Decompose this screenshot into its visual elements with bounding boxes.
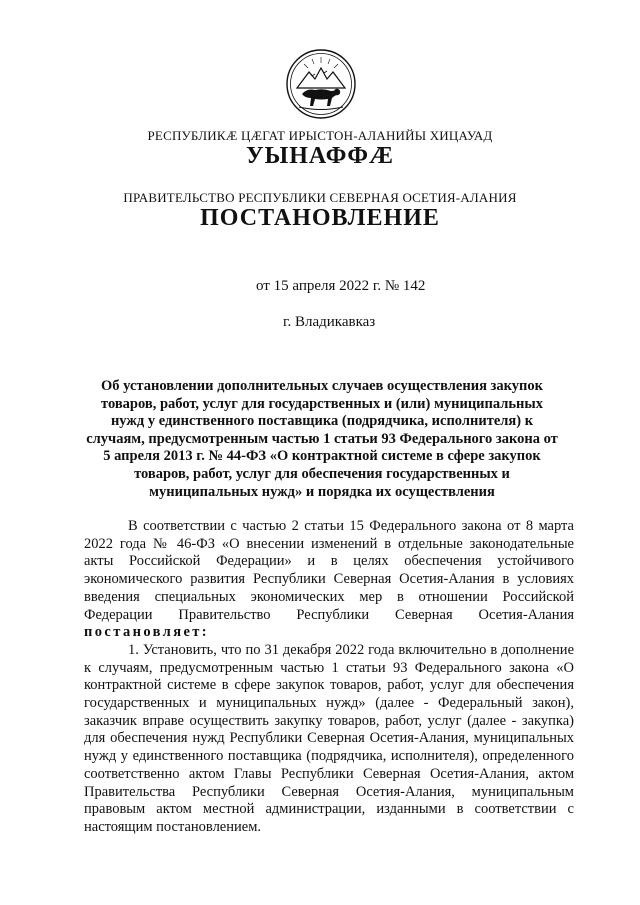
ossetian-document-type: УЫНАФФÆ	[246, 143, 394, 169]
preamble-paragraph	[84, 518, 574, 642]
document-city: г. Владикавказ	[283, 314, 376, 330]
government-name: ПРАВИТЕЛЬСТВО РЕСПУБЛИКИ СЕВЕРНАЯ ОСЕТИЯ-АЛАНИЯ	[123, 190, 517, 205]
document-type-title: ПОСТАНОВЛЕНИЕ	[200, 205, 440, 231]
ossetian-government-name: РЕСПУБЛИКÆ ЦÆГАТ ИРЫСТОН-АЛАНИЙЫ ХИЦАУАД	[147, 128, 493, 143]
document-body	[84, 518, 574, 837]
item-1-paragraph: 1. Установить, что по 31 декабря 2022 года включительно в дополнение к случаям, предусмотренным частью 1 статьи 93 Федерального закона «О контрактной системе в сфере закупок товаров, работ, услуг для обеспечения государственных и муниципальных нужд» (далее - Федеральный закон), заказчик вправе осуществить закупку товаров, работ, услуг (далее - закупка) для обеспечения нужд Республики Северная Осетия-Алания, муниципальных нужд у единственного поставщика (подрядчика, исполнителя), определенного соответственно актом Главы Республики Северная Осетия-Алания, актом Правительства Республики Северная Осетия-Алания, муниципальным правовым актом местной администрации, изданными в соответствии с настоящим постановлением.	[84, 641, 574, 835]
document-date-number: от 15 апреля 2022 г. № 142	[256, 278, 426, 294]
coat-of-arms-icon	[285, 48, 357, 120]
preamble-text: В соответствии с частью 2 статьи 15 Федерального закона от 8 марта 2022 года № 46-ФЗ «О внесении изменений в отдельные законодательные акты Российской Федерации» и в целях обеспечения устойчивого экономического развития Республики Северная Осетия-Алания в условиях введения специальных экономических мер в отношении Российской Федерации Правительство Республики Северная Осетия-Алания	[84, 518, 574, 623]
decree-word: постановляет:	[84, 624, 210, 641]
document-subject: Об установлении дополнительных случаев осуществления закупок товаров, работ, услуг для государственных и (или) муниципальных нужд у единственного поставщика (подрядчика, исполнителя) к случаям, предусмотренным частью 1 статьи 93 Федерального закона от 5 апреля 2013 г. № 44-ФЗ «О контрактной системе в сфере закупок товаров, работ, услуг для обеспечения государственных и муниципальных нужд» и порядка их осуществления	[86, 378, 558, 500]
